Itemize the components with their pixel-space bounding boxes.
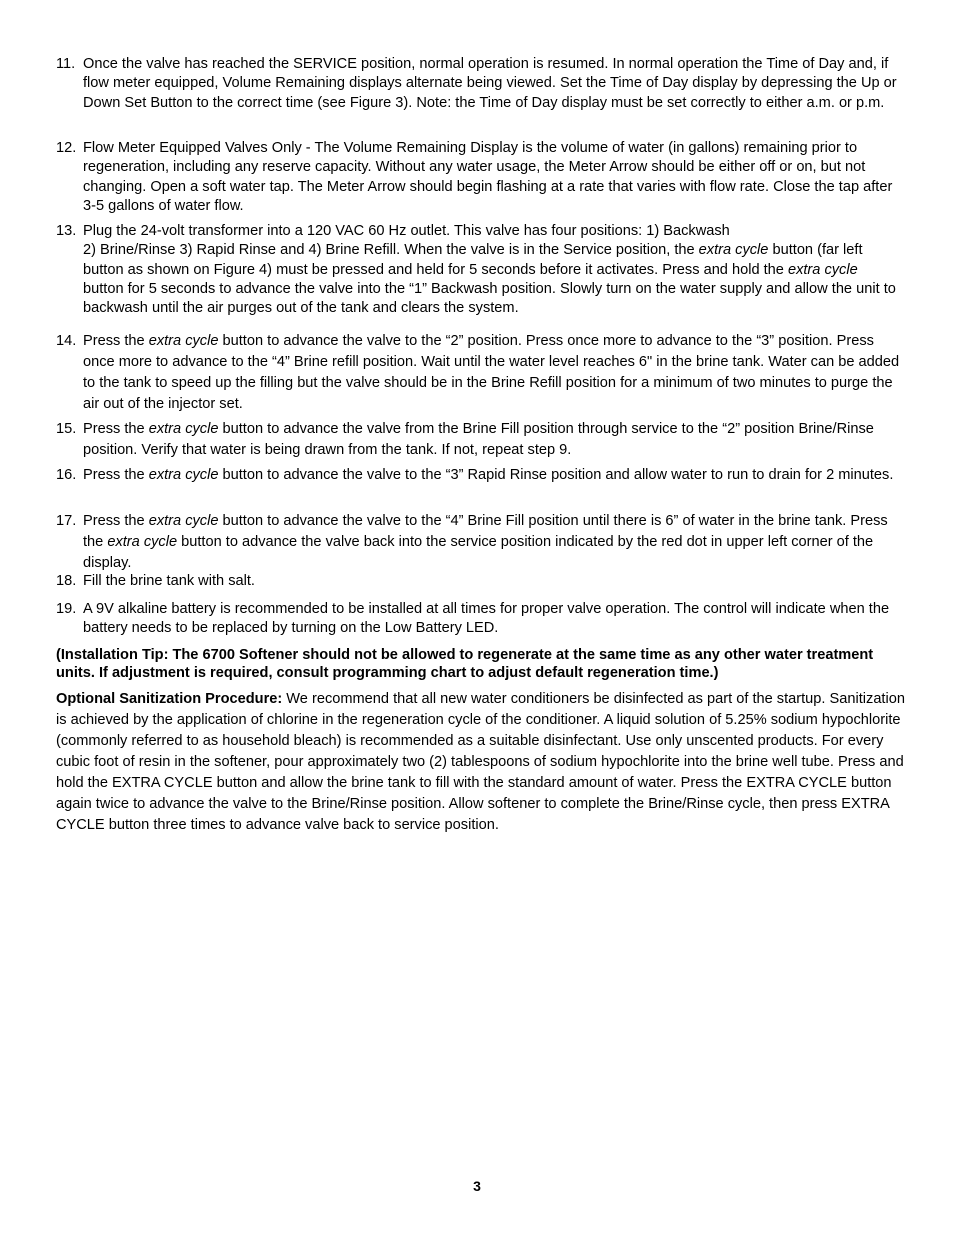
extra-cycle-term: extra cycle	[107, 534, 178, 550]
step-text-segment: button to advance the valve to the “3” Rapid Rinse position and allow water to run to drain for 2 minutes.	[218, 467, 894, 483]
step-text-segment: Press the	[83, 467, 149, 483]
step-number: 18.	[56, 573, 77, 589]
sanitization-heading: Optional Sanitization Procedure:	[56, 691, 283, 707]
step-12	[56, 139, 900, 216]
step-text-segment: button to advance the valve back into the service position indicated by the red dot in upper left corner of the display.	[83, 534, 874, 571]
step-text-segment: Press the	[83, 333, 149, 349]
extra-cycle-term: extra cycle	[148, 421, 219, 437]
step-16	[56, 465, 900, 486]
step-text-segment: 2) Brine/Rinse 3) Rapid Rinse and 4) Brine Refill. When the valve is in the Service position, the	[83, 242, 699, 259]
step-text: Once the valve has reached the SERVICE position, normal operation is resumed. In normal operation the Time of Day and, if flow meter equipped, Volume Remaining displays alternate being viewed. Set the Time of Day display by depressing the Up or Down Set Button to the correct time (see Figure 3). Note: the Time of Day display must be set correctly to either a.m. or p.m.	[83, 56, 897, 111]
step-text: Flow Meter Equipped Valves Only - The Volume Remaining Display is the volume of water (in gallons) remaining prior to regeneration, including any reserve capacity. Without any water usage, the Meter Arrow should be either off or on, but not changing. Open a soft water tap. The Meter Arrow should begin flashing at a rate that varies with flow rate. Close the tap after 3-5 gallons of water flow.	[83, 140, 893, 214]
step-text-segment: Press the	[83, 421, 149, 437]
extra-cycle-term: extra cycle	[148, 333, 219, 349]
step-number: 13.	[56, 223, 77, 239]
step-14	[56, 331, 900, 415]
step-number: 12.	[56, 140, 77, 156]
step-text	[83, 465, 900, 486]
step-text	[83, 331, 900, 415]
installation-tip: (Installation Tip: The 6700 Softener should not be allowed to regenerate at the same time as any other water treatment units. If adjustment is required, consult programming chart to adjust default regeneration time.)	[56, 647, 874, 681]
step-number: 11.	[56, 56, 76, 72]
step-text-segment: button to advance the valve to the “2” position. Press once more to advance to the “3” position. Press once more to advance to the “4” Brine refill position. Wait until the water level reaches 6" in the brine tank. Water can be added to the tank to speed up the filling but the valve should be in the Brine Refill position for a minimum of two minutes to purge the air out of the injector set.	[83, 333, 900, 412]
step-number: 17.	[56, 513, 77, 529]
step-number: 19.	[56, 601, 77, 617]
step-18	[56, 572, 900, 591]
step-number: 16.	[56, 467, 77, 483]
step-text: A 9V alkaline battery is recommended to be installed at all times for proper valve operation. The control will indicate when the battery needs to be replaced by turning on the Low Battery LED.	[83, 601, 890, 637]
sanitization-text: We recommend that all new water conditioners be disinfected as part of the startup. Sanitization is achieved by the application of chlorine in the regeneration cycle of the conditioner. A liquid solution of 5.25% sodium hypochlorite (commonly referred to as household bleach) is recommended as a suitable disinfectant. Use only unscented products. For every cubic foot of resin in the softener, pour approximately two (2) tablespoons of sodium hypochlorite into the brine well tube. Press and hold the EXTRA CYCLE button and allow the brine tank to fill with the standard amount of water. Press the EXTRA CYCLE button again twice to advance the valve to the Brine/Rinse position. Allow softener to complete the Brine/Rinse cycle, then press EXTRA CYCLE button three times to advance valve back to service position.	[56, 691, 905, 833]
extra-cycle-term: extra cycle	[148, 467, 219, 483]
step-text-line1: Plug the 24-volt transformer into a 120 VAC 60 Hz outlet. This valve has four positions: 1) Backwash	[83, 223, 730, 239]
step-text-segment: button to advance the valve to the “4” Brine Fill position until there is 6” of water in the brine tank. Press the	[83, 513, 888, 550]
step-text	[83, 222, 900, 318]
extra-cycle-term: extra cycle	[148, 513, 219, 529]
extra-cycle-term: extra cycle	[698, 242, 769, 259]
step-13	[56, 222, 900, 318]
step-text-segment: button (far left button as shown on Figure 4) must be pressed and held for 5 seconds before it activates. Press and hold the	[83, 242, 863, 278]
step-text-segment: Press the	[83, 513, 149, 529]
step-text	[83, 419, 900, 461]
extra-cycle-term: extra cycle	[787, 261, 858, 278]
step-text: Fill the brine tank with salt.	[83, 573, 255, 589]
step-text-segment: button for 5 seconds to advance the valve into the “1” Backwash position. Slowly turn on the water supply and allow the unit to backwash until the air purges out of the tank and clears the system.	[83, 280, 896, 317]
step-text-segment: button to advance the valve from the Brine Fill position through service to the “2” position Brine/Rinse position. Verify that water is being drawn from the tank. If not, repeat step 9.	[83, 421, 874, 458]
page-number: 3	[473, 1178, 481, 1194]
sanitization-paragraph	[56, 689, 906, 836]
step-number: 15.	[56, 421, 77, 437]
step-11	[56, 55, 900, 113]
step-number: 14.	[56, 333, 77, 349]
step-17	[56, 511, 900, 574]
step-15	[56, 419, 900, 461]
step-19	[56, 600, 900, 639]
step-text	[83, 511, 900, 574]
